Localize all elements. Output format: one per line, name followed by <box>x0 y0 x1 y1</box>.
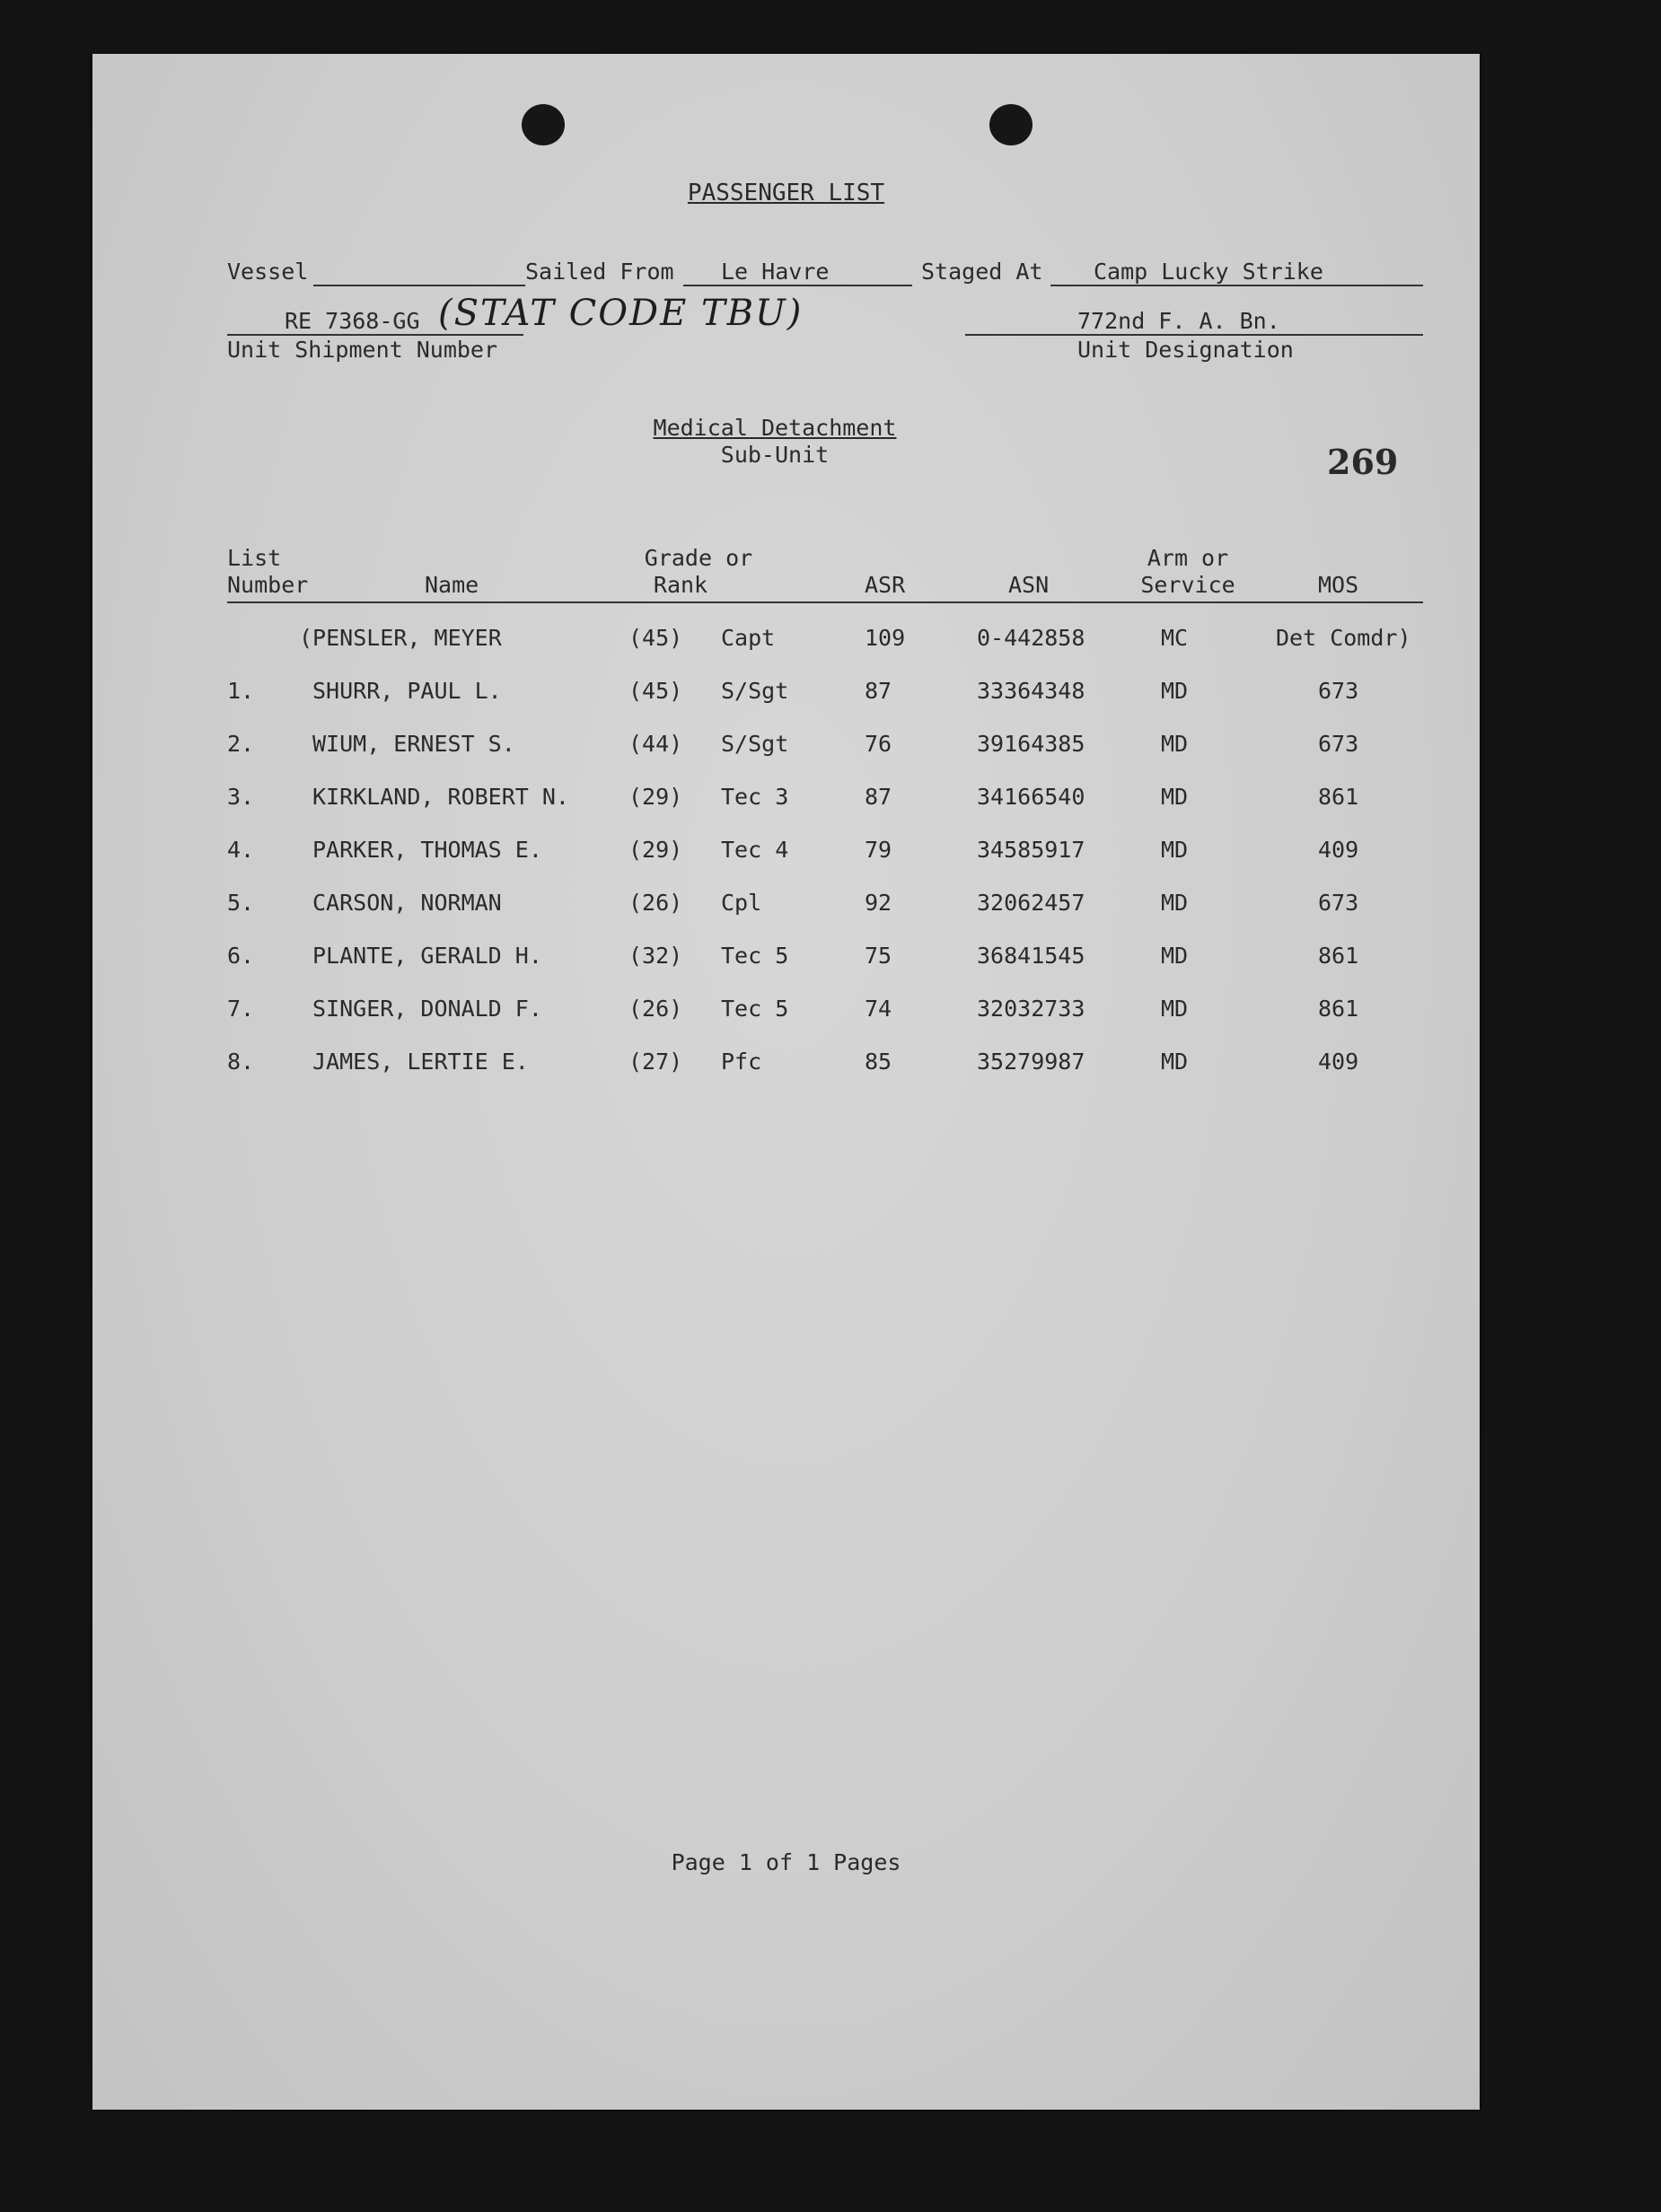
row-name: CARSON, NORMAN <box>312 890 502 916</box>
staged-at-value: Camp Lucky Strike <box>1094 259 1323 285</box>
table-row <box>92 1049 1480 1084</box>
table-row <box>92 837 1480 873</box>
row-asr: 87 <box>865 678 892 704</box>
row-arm: MD <box>1161 784 1189 810</box>
row-mos: 861 <box>1318 784 1359 810</box>
row-asr: 109 <box>865 625 906 651</box>
row-asr: 87 <box>865 784 892 810</box>
row-asn: 39164385 <box>977 731 1085 757</box>
row-name: SINGER, DONALD F. <box>312 996 542 1022</box>
row-name: KIRKLAND, ROBERT N. <box>312 784 569 810</box>
table-row <box>92 625 1480 661</box>
row-age: (32) <box>628 943 683 969</box>
table-row <box>92 943 1480 979</box>
row-asn: 33364348 <box>977 678 1085 704</box>
row-mos: 861 <box>1318 996 1359 1022</box>
sub-unit-label: Sub-Unit <box>720 442 830 468</box>
row-rank: S/Sgt <box>721 678 789 704</box>
punch-hole-left <box>522 104 565 145</box>
row-asn: 32062457 <box>977 890 1085 916</box>
header-list-line2: Number <box>227 572 309 598</box>
staged-at-label: Staged At <box>921 259 1043 285</box>
row-age: (29) <box>628 837 683 863</box>
row-arm: MD <box>1161 837 1189 863</box>
row-rank: Tec 4 <box>721 837 789 863</box>
document-page <box>92 54 1480 2110</box>
row-rank: S/Sgt <box>721 731 789 757</box>
row-name: (PENSLER, MEYER <box>299 625 502 651</box>
handwritten-stat-code: (STAT CODE TBU) <box>438 293 804 334</box>
row-name: JAMES, LERTIE E. <box>312 1049 529 1075</box>
row-number: 4. <box>227 837 255 863</box>
row-number: 6. <box>227 943 255 969</box>
row-mos: 673 <box>1318 731 1359 757</box>
vessel-label: Vessel <box>227 259 309 285</box>
row-mos: Det Comdr) <box>1276 625 1411 651</box>
header-mos: MOS <box>1318 572 1359 598</box>
row-rank: Tec 3 <box>721 784 789 810</box>
staged-at-underline <box>1050 285 1423 286</box>
table-row <box>92 784 1480 820</box>
page-footer: Page 1 of 1 Pages <box>671 1849 901 1875</box>
vessel-underline <box>313 285 525 286</box>
header-grade-line1: Grade or <box>644 545 753 571</box>
row-age: (29) <box>628 784 683 810</box>
sailed-from-underline <box>683 285 912 286</box>
row-asr: 92 <box>865 890 892 916</box>
row-asn: 0-442858 <box>977 625 1085 651</box>
table-row <box>92 996 1480 1031</box>
row-mos: 673 <box>1318 678 1359 704</box>
row-rank: Tec 5 <box>721 996 789 1022</box>
unit-shipment-number-value: RE 7368-GG <box>285 308 420 334</box>
row-mos: 673 <box>1318 890 1359 916</box>
table-row <box>92 890 1480 926</box>
row-rank: Capt <box>721 625 776 651</box>
row-asr: 76 <box>865 731 892 757</box>
row-number: 1. <box>227 678 255 704</box>
header-grade-line2: Rank <box>653 572 708 598</box>
row-arm: MD <box>1161 678 1189 704</box>
row-name: PARKER, THOMAS E. <box>312 837 542 863</box>
row-arm: MC <box>1161 625 1189 651</box>
row-asn: 35279987 <box>977 1049 1085 1075</box>
header-rule <box>227 601 1423 603</box>
sailed-from-label: Sailed From <box>525 259 674 285</box>
row-asn: 34585917 <box>977 837 1085 863</box>
row-asn: 32032733 <box>977 996 1085 1022</box>
header-asn: ASN <box>1008 572 1050 598</box>
unit-designation-value: 772nd F. A. Bn. <box>1077 308 1280 334</box>
unit-designation-label: Unit Designation <box>1077 337 1294 363</box>
sub-unit-value: Medical Detachment <box>653 415 897 441</box>
row-asr: 75 <box>865 943 892 969</box>
row-arm: MD <box>1161 996 1189 1022</box>
row-asr: 79 <box>865 837 892 863</box>
unit-designation-underline <box>965 334 1423 336</box>
row-number: 2. <box>227 731 255 757</box>
header-name: Name <box>425 572 479 598</box>
row-age: (26) <box>628 890 683 916</box>
row-age: (27) <box>628 1049 683 1075</box>
row-name: PLANTE, GERALD H. <box>312 943 542 969</box>
row-rank: Pfc <box>721 1049 762 1075</box>
row-asn: 34166540 <box>977 784 1085 810</box>
row-number: 5. <box>227 890 255 916</box>
page-number-stamp: 269 <box>1327 442 1399 482</box>
row-rank: Tec 5 <box>721 943 789 969</box>
header-arm-line1: Arm or <box>1147 545 1229 571</box>
table-row <box>92 678 1480 714</box>
row-age: (45) <box>628 678 683 704</box>
row-asr: 85 <box>865 1049 892 1075</box>
header-list-line1: List <box>227 545 282 571</box>
row-age: (44) <box>628 731 683 757</box>
unit-shipment-number-label: Unit Shipment Number <box>227 337 498 363</box>
row-mos: 409 <box>1318 837 1359 863</box>
row-mos: 861 <box>1318 943 1359 969</box>
document-title: PASSENGER LIST <box>687 180 885 206</box>
header-asr: ASR <box>865 572 906 598</box>
row-number: 3. <box>227 784 255 810</box>
row-number: 8. <box>227 1049 255 1075</box>
row-age: (45) <box>628 625 683 651</box>
row-number: 7. <box>227 996 255 1022</box>
row-asr: 74 <box>865 996 892 1022</box>
sailed-from-value: Le Havre <box>721 259 830 285</box>
row-arm: MD <box>1161 943 1189 969</box>
row-arm: MD <box>1161 890 1189 916</box>
row-mos: 409 <box>1318 1049 1359 1075</box>
row-name: SHURR, PAUL L. <box>312 678 502 704</box>
unit-shipment-underline <box>227 334 523 336</box>
row-rank: Cpl <box>721 890 762 916</box>
row-age: (26) <box>628 996 683 1022</box>
row-name: WIUM, ERNEST S. <box>312 731 515 757</box>
punch-hole-right <box>989 104 1033 145</box>
row-arm: MD <box>1161 731 1189 757</box>
header-arm-line2: Service <box>1140 572 1235 598</box>
row-asn: 36841545 <box>977 943 1085 969</box>
table-row <box>92 731 1480 767</box>
row-arm: MD <box>1161 1049 1189 1075</box>
